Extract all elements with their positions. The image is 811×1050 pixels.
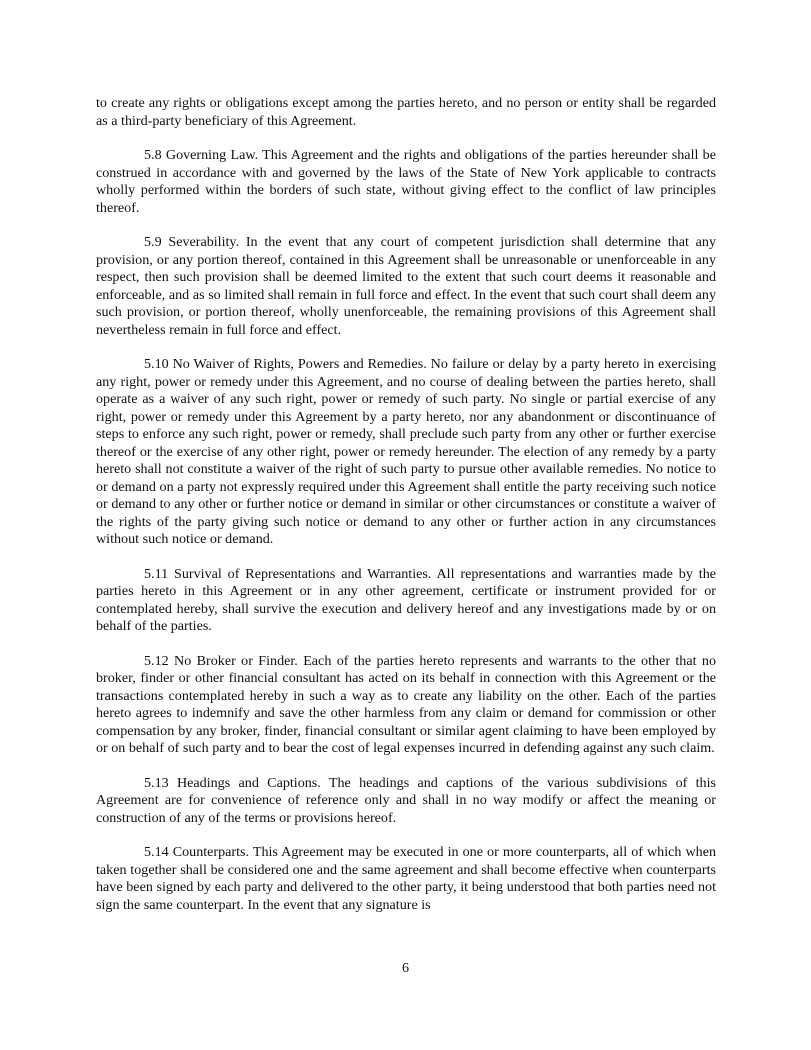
paragraph-continuation: to create any rights or obligations except among the parties hereto, and no person or entity shall be regarded as a third-party beneficiary of this Agreement. <box>96 95 716 129</box>
page-number: 6 <box>401 960 410 976</box>
paragraph-5-11-survival: 5.11 Survival of Representations and Warranties. All representations and warranties made by the parties hereto in this Agreement or in any other agreement, certificate or instrument provided for or contemplated hereby, shall survive the execution and delivery hereof and any investigations made by or on behalf of the parties. <box>96 565 716 634</box>
paragraph-5-13-headings: 5.13 Headings and Captions. The headings and captions of the various subdivisions of this Agreement are for convenience of reference only and shall in no way modify or affect the meaning or construction of any of the terms or provisions hereof. <box>96 774 716 826</box>
paragraph-5-8-governing-law: 5.8 Governing Law. This Agreement and the rights and obligations of the parties hereunder shall be construed in accordance with and governed by the laws of the State of New York applicable to contracts wholly performed within the borders of such state, without giving effect to the conflict of law principles thereof. <box>96 147 716 216</box>
paragraph-5-10-no-waiver: 5.10 No Waiver of Rights, Powers and Remedies. No failure or delay by a party hereto in exercising any right, power or remedy under this Agreement, and no course of dealing between the parties hereto, shall operate as a waiver of any such right, power or remedy of such party. No single or partial exercise of any right, power or remedy under this Agreement by a party hereto, nor any abandonment or discontinuance of steps to enforce any such right, power or remedy, shall preclude such party from any other or further exercise thereof or the exercise of any other right, power or remedy hereunder. The election of any remedy by a party hereto shall not constitute a waiver of the right of such party to pursue other available remedies. No notice to or demand on a party not expressly required under this Agreement shall entitle the party receiving such notice or demand to any other or further notice or demand in similar or other circumstances or constitute a waiver of the rights of the party giving such notice or demand to any other or further action in any circumstances without such notice or demand. <box>96 356 716 547</box>
paragraph-5-9-severability: 5.9 Severability. In the event that any court of competent jurisdiction shall determine that any provision, or any portion thereof, contained in this Agreement shall be unreasonable or unenforceable in any respect, then such provision shall be deemed limited to the extent that such court deems it reasonable and enforceable, and as so limited shall remain in full force and effect. In the event that such court shall deem any such provision, or portion thereof, wholly unenforceable, the remaining provisions of this Agreement shall nevertheless remain in full force and effect. <box>96 234 716 338</box>
paragraph-5-12-no-broker: 5.12 No Broker or Finder. Each of the parties hereto represents and warrants to the other that no broker, finder or other financial consultant has acted on its behalf in connection with this Agreement or the transactions contemplated hereby in such a way as to create any liability on the other. Each of the parties hereto agrees to indemnify and save the other harmless from any claim or demand for commission or other compensation by any broker, finder, financial consultant or similar agent claiming to have been employed by or on behalf of such party and to bear the cost of legal expenses incurred in defending against any such claim. <box>96 652 716 756</box>
paragraph-5-14-counterparts: 5.14 Counterparts. This Agreement may be executed in one or more counterparts, all of which when taken together shall be considered one and the same agreement and shall become effective when counterparts have been signed by each party and delivered to the other party, it being understood that both parties need not sign the same counterpart. In the event that any signature is <box>96 844 716 913</box>
document-page <box>96 95 716 914</box>
